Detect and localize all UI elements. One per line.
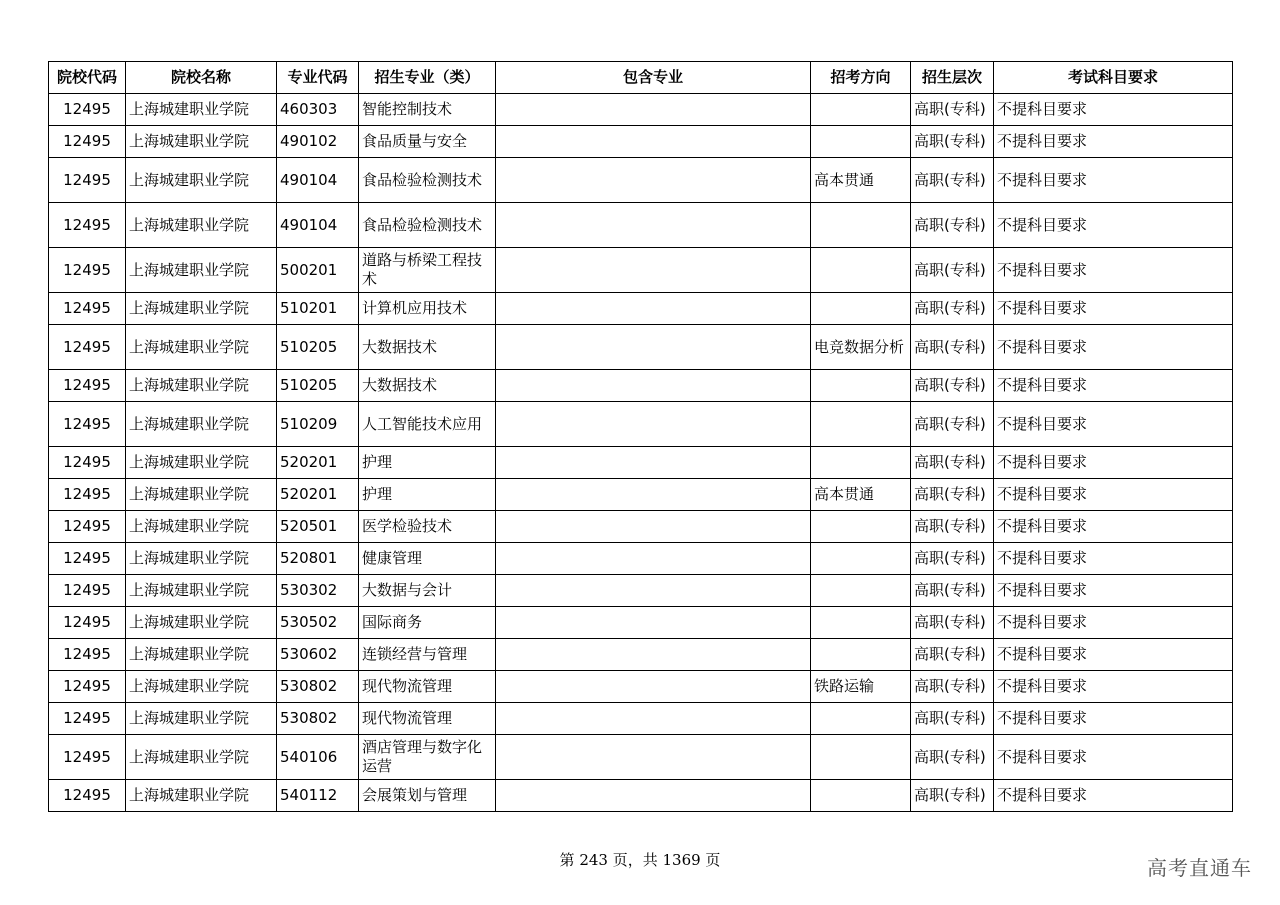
cell-school-name: 上海城建职业学院	[126, 325, 277, 370]
cell-school-name: 上海城建职业学院	[126, 543, 277, 575]
cell-enroll-major: 护理	[359, 447, 496, 479]
cell-included-majors	[496, 671, 811, 703]
cell-included-majors	[496, 402, 811, 447]
cell-subject-req: 不提科目要求	[994, 639, 1233, 671]
cell-direction	[811, 94, 911, 126]
cell-subject-req: 不提科目要求	[994, 293, 1233, 325]
cell-school-code: 12495	[49, 203, 126, 248]
cell-included-majors	[496, 639, 811, 671]
cell-direction	[811, 203, 911, 248]
cell-major-code: 540106	[277, 735, 359, 780]
table-row	[49, 735, 1233, 780]
cell-enroll-major: 食品质量与安全	[359, 126, 496, 158]
cell-direction: 电竞数据分析	[811, 325, 911, 370]
cell-school-code: 12495	[49, 248, 126, 293]
cell-direction: 铁路运输	[811, 671, 911, 703]
cell-major-code: 520501	[277, 511, 359, 543]
cell-school-name: 上海城建职业学院	[126, 780, 277, 812]
cell-school-code: 12495	[49, 293, 126, 325]
cell-major-code: 490104	[277, 158, 359, 203]
cell-subject-req: 不提科目要求	[994, 402, 1233, 447]
cell-level: 高职(专科)	[911, 479, 994, 511]
cell-major-code: 510209	[277, 402, 359, 447]
watermark-logo: 高考直通车	[1147, 856, 1252, 880]
table-row	[49, 203, 1233, 248]
cell-major-code: 530302	[277, 575, 359, 607]
header-school-code: 院校代码	[49, 62, 126, 94]
table-header-row	[49, 62, 1233, 94]
cell-enroll-major: 大数据技术	[359, 370, 496, 402]
cell-direction: 高本贯通	[811, 158, 911, 203]
table-row	[49, 671, 1233, 703]
table-row	[49, 293, 1233, 325]
cell-level: 高职(专科)	[911, 248, 994, 293]
cell-school-code: 12495	[49, 780, 126, 812]
cell-enroll-major: 健康管理	[359, 543, 496, 575]
cell-school-name: 上海城建职业学院	[126, 158, 277, 203]
cell-direction	[811, 639, 911, 671]
cell-enroll-major: 医学检验技术	[359, 511, 496, 543]
cell-included-majors	[496, 511, 811, 543]
cell-enroll-major: 酒店管理与数字化运营	[359, 735, 496, 780]
cell-subject-req: 不提科目要求	[994, 543, 1233, 575]
cell-subject-req: 不提科目要求	[994, 511, 1233, 543]
table-row	[49, 402, 1233, 447]
cell-school-name: 上海城建职业学院	[126, 639, 277, 671]
cell-subject-req: 不提科目要求	[994, 370, 1233, 402]
cell-direction	[811, 607, 911, 639]
cell-level: 高职(专科)	[911, 158, 994, 203]
cell-major-code: 530802	[277, 703, 359, 735]
cell-level: 高职(专科)	[911, 203, 994, 248]
cell-school-name: 上海城建职业学院	[126, 203, 277, 248]
cell-subject-req: 不提科目要求	[994, 203, 1233, 248]
table-row	[49, 370, 1233, 402]
cell-school-name: 上海城建职业学院	[126, 735, 277, 780]
cell-school-name: 上海城建职业学院	[126, 575, 277, 607]
table-row	[49, 447, 1233, 479]
cell-direction	[811, 511, 911, 543]
cell-school-code: 12495	[49, 370, 126, 402]
cell-school-name: 上海城建职业学院	[126, 248, 277, 293]
table-row	[49, 780, 1233, 812]
cell-direction	[811, 248, 911, 293]
cell-direction	[811, 293, 911, 325]
table-row	[49, 607, 1233, 639]
cell-enroll-major: 道路与桥梁工程技术	[359, 248, 496, 293]
cell-school-name: 上海城建职业学院	[126, 511, 277, 543]
cell-major-code: 510201	[277, 293, 359, 325]
cell-enroll-major: 食品检验检测技术	[359, 203, 496, 248]
cell-subject-req: 不提科目要求	[994, 575, 1233, 607]
cell-direction	[811, 575, 911, 607]
cell-subject-req: 不提科目要求	[994, 703, 1233, 735]
table-row	[49, 639, 1233, 671]
cell-included-majors	[496, 126, 811, 158]
table-body	[49, 94, 1233, 812]
cell-school-code: 12495	[49, 479, 126, 511]
cell-included-majors	[496, 370, 811, 402]
cell-level: 高职(专科)	[911, 671, 994, 703]
table-row	[49, 94, 1233, 126]
cell-major-code: 520201	[277, 447, 359, 479]
cell-school-code: 12495	[49, 735, 126, 780]
cell-enroll-major: 大数据技术	[359, 325, 496, 370]
cell-level: 高职(专科)	[911, 511, 994, 543]
header-subject-req: 考试科目要求	[994, 62, 1233, 94]
cell-school-name: 上海城建职业学院	[126, 126, 277, 158]
table-row	[49, 126, 1233, 158]
cell-direction	[811, 703, 911, 735]
cell-major-code: 530802	[277, 671, 359, 703]
cell-enroll-major: 会展策划与管理	[359, 780, 496, 812]
header-direction: 招考方向	[811, 62, 911, 94]
cell-school-code: 12495	[49, 402, 126, 447]
cell-level: 高职(专科)	[911, 575, 994, 607]
table-row	[49, 479, 1233, 511]
cell-subject-req: 不提科目要求	[994, 607, 1233, 639]
cell-subject-req: 不提科目要求	[994, 671, 1233, 703]
cell-subject-req: 不提科目要求	[994, 735, 1233, 780]
cell-level: 高职(专科)	[911, 94, 994, 126]
cell-level: 高职(专科)	[911, 607, 994, 639]
cell-school-code: 12495	[49, 126, 126, 158]
cell-enroll-major: 国际商务	[359, 607, 496, 639]
cell-enroll-major: 现代物流管理	[359, 703, 496, 735]
cell-direction	[811, 370, 911, 402]
cell-direction	[811, 735, 911, 780]
cell-major-code: 510205	[277, 370, 359, 402]
cell-major-code: 520801	[277, 543, 359, 575]
cell-subject-req: 不提科目要求	[994, 94, 1233, 126]
header-enroll-major: 招生专业（类）	[359, 62, 496, 94]
cell-included-majors	[496, 575, 811, 607]
cell-level: 高职(专科)	[911, 126, 994, 158]
cell-enroll-major: 人工智能技术应用	[359, 402, 496, 447]
cell-school-code: 12495	[49, 158, 126, 203]
page-number: 第 243 页，共 1369 页	[559, 851, 721, 869]
cell-enroll-major: 智能控制技术	[359, 94, 496, 126]
header-level: 招生层次	[911, 62, 994, 94]
table-row	[49, 325, 1233, 370]
cell-school-name: 上海城建职业学院	[126, 607, 277, 639]
cell-school-code: 12495	[49, 94, 126, 126]
cell-school-code: 12495	[49, 671, 126, 703]
table-row	[49, 543, 1233, 575]
cell-level: 高职(专科)	[911, 780, 994, 812]
cell-included-majors	[496, 703, 811, 735]
cell-major-code: 520201	[277, 479, 359, 511]
cell-included-majors	[496, 203, 811, 248]
cell-included-majors	[496, 94, 811, 126]
cell-school-name: 上海城建职业学院	[126, 479, 277, 511]
cell-school-name: 上海城建职业学院	[126, 703, 277, 735]
cell-subject-req: 不提科目要求	[994, 158, 1233, 203]
cell-enroll-major: 护理	[359, 479, 496, 511]
cell-subject-req: 不提科目要求	[994, 479, 1233, 511]
cell-school-name: 上海城建职业学院	[126, 671, 277, 703]
cell-included-majors	[496, 325, 811, 370]
table-row	[49, 158, 1233, 203]
cell-enroll-major: 食品检验检测技术	[359, 158, 496, 203]
cell-school-code: 12495	[49, 607, 126, 639]
cell-level: 高职(专科)	[911, 325, 994, 370]
enrollment-table	[48, 61, 1233, 812]
cell-subject-req: 不提科目要求	[994, 126, 1233, 158]
cell-major-code: 490102	[277, 126, 359, 158]
cell-major-code: 530502	[277, 607, 359, 639]
cell-direction: 高本贯通	[811, 479, 911, 511]
cell-included-majors	[496, 248, 811, 293]
cell-direction	[811, 543, 911, 575]
cell-school-code: 12495	[49, 575, 126, 607]
cell-included-majors	[496, 780, 811, 812]
cell-school-code: 12495	[49, 511, 126, 543]
cell-level: 高职(专科)	[911, 402, 994, 447]
cell-major-code: 460303	[277, 94, 359, 126]
cell-level: 高职(专科)	[911, 370, 994, 402]
cell-included-majors	[496, 447, 811, 479]
table-row	[49, 703, 1233, 735]
cell-enroll-major: 现代物流管理	[359, 671, 496, 703]
cell-major-code: 500201	[277, 248, 359, 293]
cell-major-code: 510205	[277, 325, 359, 370]
cell-major-code: 540112	[277, 780, 359, 812]
table-row	[49, 248, 1233, 293]
cell-school-name: 上海城建职业学院	[126, 402, 277, 447]
cell-school-code: 12495	[49, 639, 126, 671]
cell-subject-req: 不提科目要求	[994, 447, 1233, 479]
cell-enroll-major: 连锁经营与管理	[359, 639, 496, 671]
cell-direction	[811, 126, 911, 158]
cell-level: 高职(专科)	[911, 735, 994, 780]
cell-included-majors	[496, 293, 811, 325]
cell-school-name: 上海城建职业学院	[126, 94, 277, 126]
cell-subject-req: 不提科目要求	[994, 248, 1233, 293]
cell-subject-req: 不提科目要求	[994, 325, 1233, 370]
cell-level: 高职(专科)	[911, 447, 994, 479]
cell-major-code: 490104	[277, 203, 359, 248]
table-row	[49, 575, 1233, 607]
cell-level: 高职(专科)	[911, 639, 994, 671]
cell-school-name: 上海城建职业学院	[126, 447, 277, 479]
header-included-majors: 包含专业	[496, 62, 811, 94]
table-row	[49, 511, 1233, 543]
cell-school-code: 12495	[49, 543, 126, 575]
cell-school-name: 上海城建职业学院	[126, 370, 277, 402]
cell-school-code: 12495	[49, 447, 126, 479]
cell-school-code: 12495	[49, 703, 126, 735]
cell-major-code: 530602	[277, 639, 359, 671]
cell-school-code: 12495	[49, 325, 126, 370]
header-school-name: 院校名称	[126, 62, 277, 94]
cell-level: 高职(专科)	[911, 293, 994, 325]
cell-included-majors	[496, 479, 811, 511]
cell-included-majors	[496, 735, 811, 780]
cell-level: 高职(专科)	[911, 543, 994, 575]
cell-enroll-major: 大数据与会计	[359, 575, 496, 607]
cell-included-majors	[496, 543, 811, 575]
cell-direction	[811, 402, 911, 447]
header-major-code: 专业代码	[277, 62, 359, 94]
cell-enroll-major: 计算机应用技术	[359, 293, 496, 325]
cell-direction	[811, 780, 911, 812]
cell-included-majors	[496, 607, 811, 639]
cell-direction	[811, 447, 911, 479]
cell-level: 高职(专科)	[911, 703, 994, 735]
cell-subject-req: 不提科目要求	[994, 780, 1233, 812]
cell-school-name: 上海城建职业学院	[126, 293, 277, 325]
cell-included-majors	[496, 158, 811, 203]
